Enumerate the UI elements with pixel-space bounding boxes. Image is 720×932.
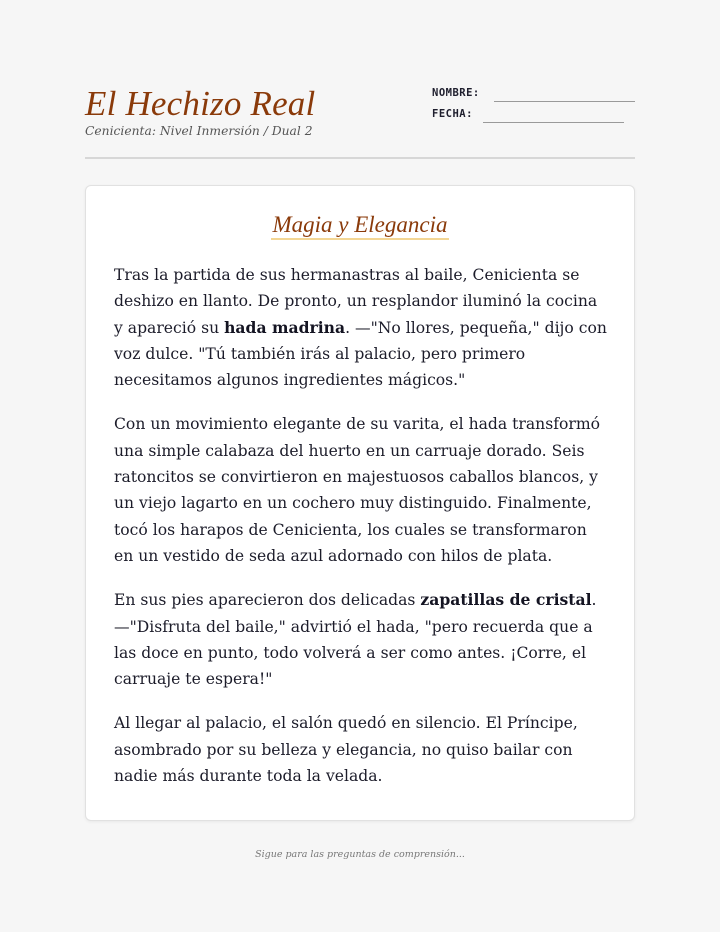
highlight-zapatillas: zapatillas de cristal	[420, 590, 592, 610]
name-label: NOMBRE:	[432, 87, 480, 99]
story-paragraph-4: Al llegar al palacio, el salón quedó en silencio. El Príncipe, asombrado por su belleza y elegancia, no quiso bailar con nadie más durante toda la velada.	[114, 714, 578, 786]
name-field[interactable]	[494, 101, 635, 102]
page-subtitle: Cenicienta: Nivel Inmersión / Dual 2	[85, 124, 313, 138]
story-card	[85, 185, 635, 821]
footer-note: Sigue para las preguntas de comprensión...	[255, 849, 465, 860]
worksheet-header	[85, 84, 635, 159]
paragraph-text: . —"No llores, pequeña," dijo con voz dulce. "Tú también irás al palacio, pero primero necesitamos algunos ingredientes mágicos."	[114, 318, 607, 390]
story-heading: Magia y Elegancia	[271, 212, 448, 240]
date-label: FECHA:	[432, 108, 473, 120]
story-paragraph-2: Con un movimiento elegante de su varita, el hada transformó una simple calabaza del huerto en un carruaje dorado. Seis ratoncitos se convirtieron en majestuosos caballos blancos, y un viejo lagarto en un cochero muy distinguido. Finalmente, tocó los harapos de Cenicienta, los cuales se transformaron en un vestido de seda azul adornado con hilos de plata.	[114, 415, 601, 565]
date-field[interactable]	[483, 122, 624, 123]
story-paragraph-1	[114, 262, 610, 393]
story-paragraph-3	[114, 587, 610, 692]
paragraph-text: En sus pies aparecieron dos delicadas	[114, 591, 421, 610]
paragraph-text: . —"Disfruta del baile," advirtió el hada, "pero recuerda que a las doce en punto, todo volverá a ser como antes. ¡Corre, el carruaje te espera!"	[114, 591, 597, 689]
story-body	[114, 262, 610, 807]
page-title: El Hechizo Real	[85, 84, 316, 123]
story-heading-wrap	[86, 212, 634, 238]
paragraph-text: Tras la partida de sus hermanastras al baile, Cenicienta se deshizo en llanto. De pronto, un resplandor iluminó la cocina y apareció su	[114, 266, 598, 337]
highlight-hada-madrina: hada madrina	[224, 317, 346, 337]
